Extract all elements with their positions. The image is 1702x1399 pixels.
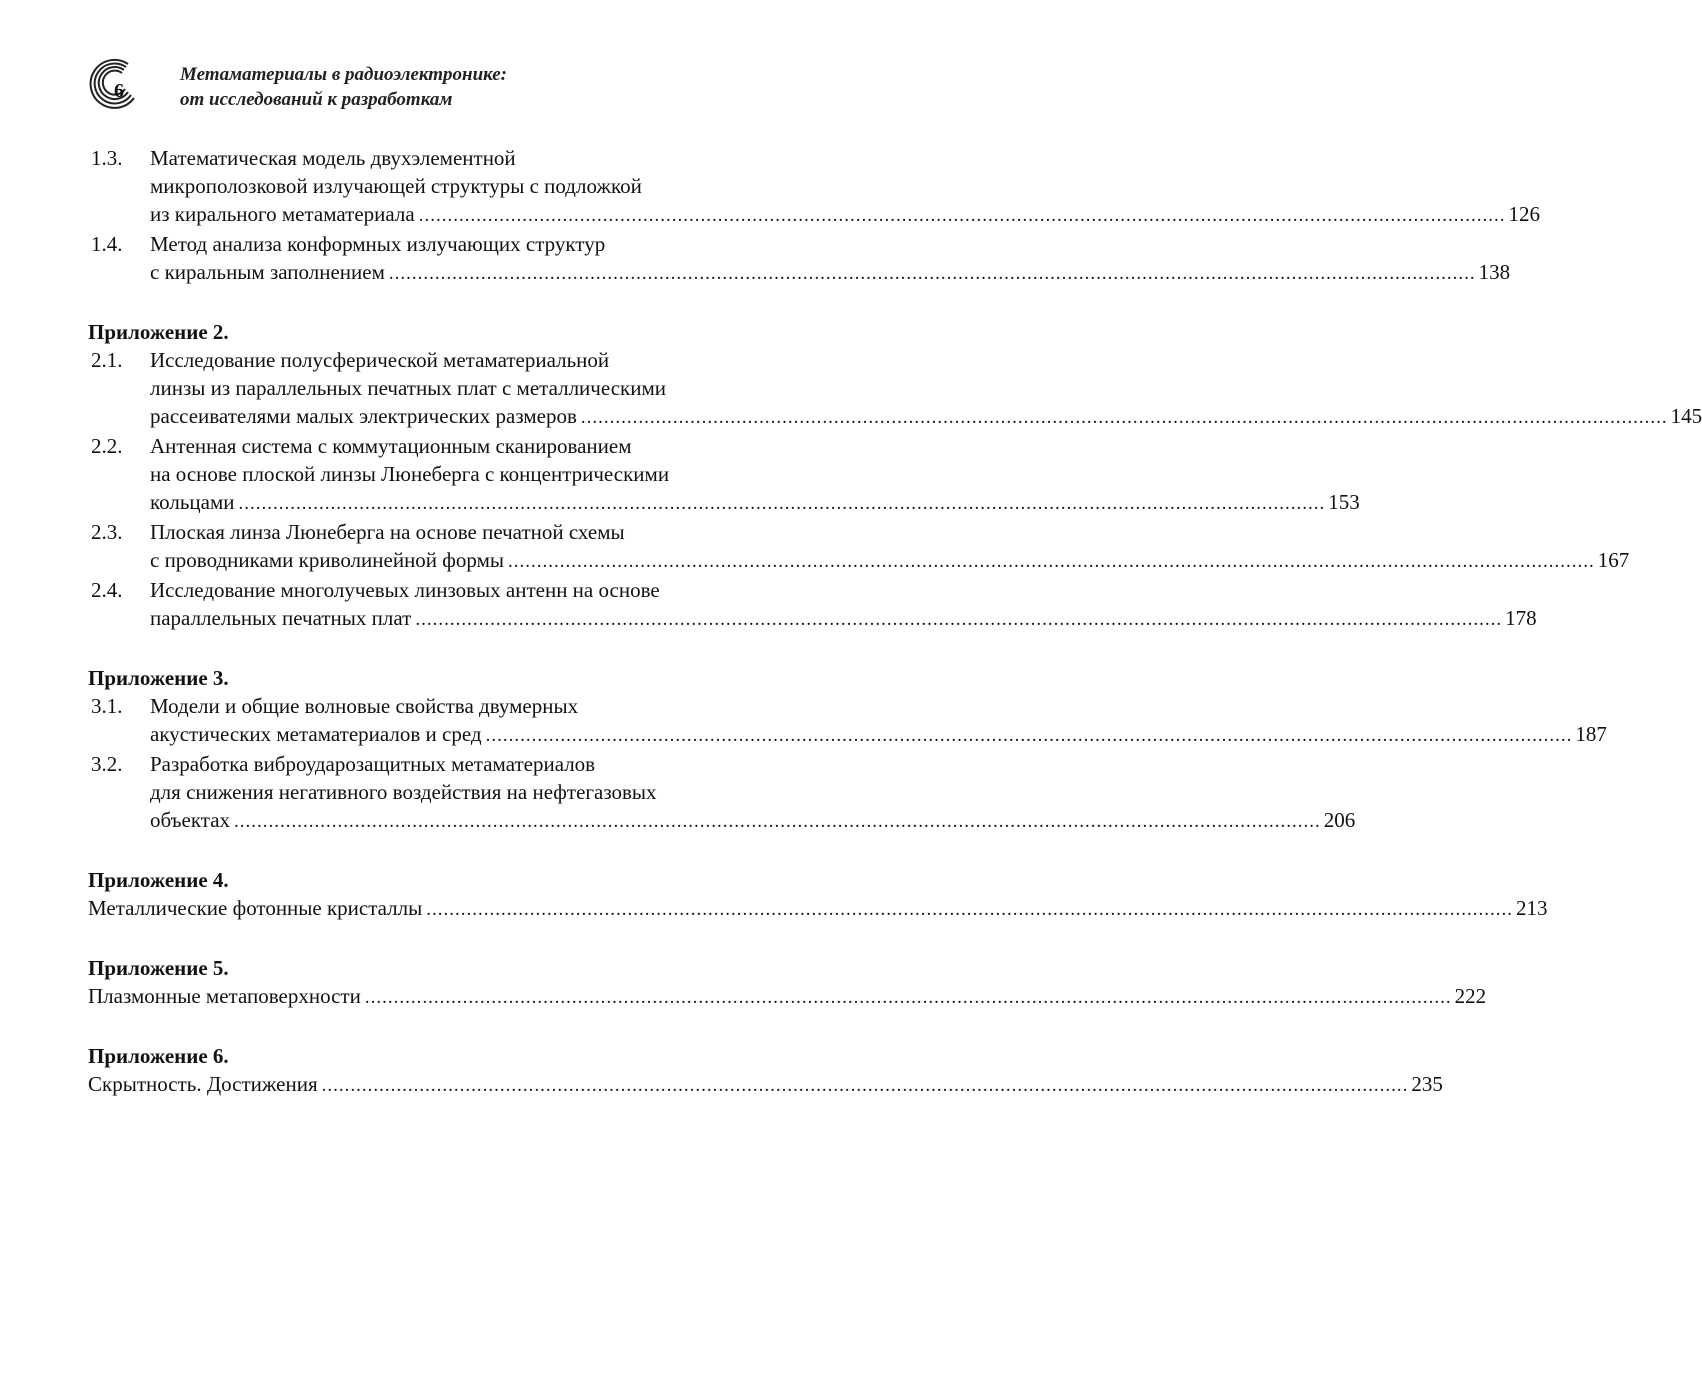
dot-leader: ............................................................................................................................................................................................. <box>485 725 1573 746</box>
dot-leader: ............................................................................................................................................................................................. <box>418 205 1506 226</box>
book-title <box>180 62 507 112</box>
appendix-4-section <box>88 866 1548 924</box>
entry-number: 2.4. <box>91 578 123 602</box>
toc-entry-1-4[interactable] <box>88 230 1511 288</box>
toc-entry-1-3[interactable] <box>88 144 1540 230</box>
entry-number: 2.2. <box>91 434 123 458</box>
entry-page: 126 <box>1508 202 1540 226</box>
book-title-line-2: от исследований к разработкам <box>180 89 453 110</box>
entry-page: 153 <box>1328 490 1360 514</box>
entry-line: акустических метаматериалов и сред <box>150 722 482 746</box>
dot-leader: ............................................................................................................................................................................................. <box>388 263 1476 284</box>
book-title-line-1: Метаматериалы в радиоэлектронике: <box>180 64 507 85</box>
entry-line: кольцами <box>150 490 235 514</box>
toc-entry-appendix-4[interactable] <box>88 894 1548 924</box>
entry-number: 2.3. <box>91 520 123 544</box>
entry-page: 145 <box>1670 404 1702 428</box>
entry-page: 235 <box>1411 1072 1443 1096</box>
entry-line: Модели и общие волновые свойства двумерных <box>150 694 579 718</box>
entry-number: 1.3. <box>91 146 123 170</box>
appendix-3-section <box>88 664 1607 836</box>
entry-page: 206 <box>1323 808 1356 832</box>
dot-leader: ............................................................................................................................................................................................. <box>508 551 1595 572</box>
toc-entry-appendix-5[interactable] <box>88 982 1487 1012</box>
entry-page: 213 <box>1516 896 1548 920</box>
dot-leader: ............................................................................................................................................................................................. <box>415 609 1503 630</box>
entry-page: 178 <box>1505 606 1537 630</box>
dot-leader: ............................................................................................................................................................................................. <box>321 1075 1409 1096</box>
dot-leader: ............................................................................................................................................................................................. <box>364 987 1452 1008</box>
chapter-logo-icon <box>84 54 148 114</box>
toc-entry-appendix-6[interactable] <box>88 1070 1443 1100</box>
entry-number: 1.4. <box>91 232 123 256</box>
entry-line: Антенная система с коммутационным сканированием <box>150 434 632 458</box>
entry-number: 3.1. <box>91 694 123 718</box>
appendix-5-section <box>88 954 1487 1012</box>
entry-number: 2.1. <box>91 348 123 372</box>
entry-line: Металлические фотонные кристаллы <box>88 896 423 920</box>
toc-entry-2-2[interactable] <box>88 432 1360 518</box>
entry-line: линзы из параллельных печатных плат с металлическими <box>150 376 666 400</box>
table-of-contents <box>88 144 1702 1100</box>
dot-leader: ............................................................................................................................................................................................. <box>426 899 1513 920</box>
entry-page: 167 <box>1597 548 1630 572</box>
dot-leader: ............................................................................................................................................................................................. <box>234 811 1321 832</box>
entry-line: Метод анализа конформных излучающих структур <box>150 232 606 256</box>
toc-entry-2-4[interactable] <box>88 576 1537 634</box>
entry-line: рассеивателями малых электрических размеров <box>150 404 577 428</box>
entry-line: объектах <box>150 808 231 832</box>
entry-line: из кирального метаматериала <box>150 202 415 226</box>
appendix-2-title: Приложение 2. <box>88 320 229 344</box>
appendix-6-section <box>88 1042 1443 1100</box>
entry-line: Скрытность. Достижения <box>88 1072 318 1096</box>
appendix-6-title: Приложение 6. <box>88 1044 229 1068</box>
entry-line: Математическая модель двухэлементной <box>150 146 516 170</box>
entry-line: с проводниками криволинейной формы <box>150 548 504 572</box>
entry-line: для снижения негативного воздействия на нефтегазовых <box>150 780 657 804</box>
appendix-5-title: Приложение 5. <box>88 956 229 980</box>
dot-leader: ............................................................................................................................................................................................. <box>580 407 1668 428</box>
entry-line: Плазмонные метаповерхности <box>88 984 361 1008</box>
entry-line: Плоская линза Люнеберга на основе печатной схемы <box>150 520 625 544</box>
appendix-2-section <box>88 318 1702 634</box>
toc-entry-3-1[interactable] <box>88 692 1607 750</box>
entry-page: 222 <box>1454 984 1487 1008</box>
appendix-3-title: Приложение 3. <box>88 666 229 690</box>
entry-line: Исследование многолучевых линзовых антенн на основе <box>150 578 660 602</box>
entry-page: 187 <box>1575 722 1607 746</box>
entry-line: Разработка виброударозащитных метаматериалов <box>150 752 596 776</box>
dot-leader: ............................................................................................................................................................................................. <box>238 493 1326 514</box>
toc-entry-2-1[interactable] <box>88 346 1702 432</box>
entry-number: 3.2. <box>91 752 123 776</box>
toc-entry-2-3[interactable] <box>88 518 1630 576</box>
entry-page: 138 <box>1478 260 1511 284</box>
entry-line: на основе плоской линзы Люнеберга с концентрическими <box>150 462 670 486</box>
toc-entry-3-2[interactable] <box>88 750 1356 836</box>
entry-line: микрополозковой излучающей структуры с подложкой <box>150 174 642 198</box>
appendix-4-title: Приложение 4. <box>88 868 229 892</box>
page-number: 6 <box>114 80 124 102</box>
entry-line: Исследование полусферической метаматериальной <box>150 348 610 372</box>
entry-line: с киральным заполнением <box>150 260 385 284</box>
entry-line: параллельных печатных плат <box>150 606 412 630</box>
running-header <box>84 48 784 118</box>
